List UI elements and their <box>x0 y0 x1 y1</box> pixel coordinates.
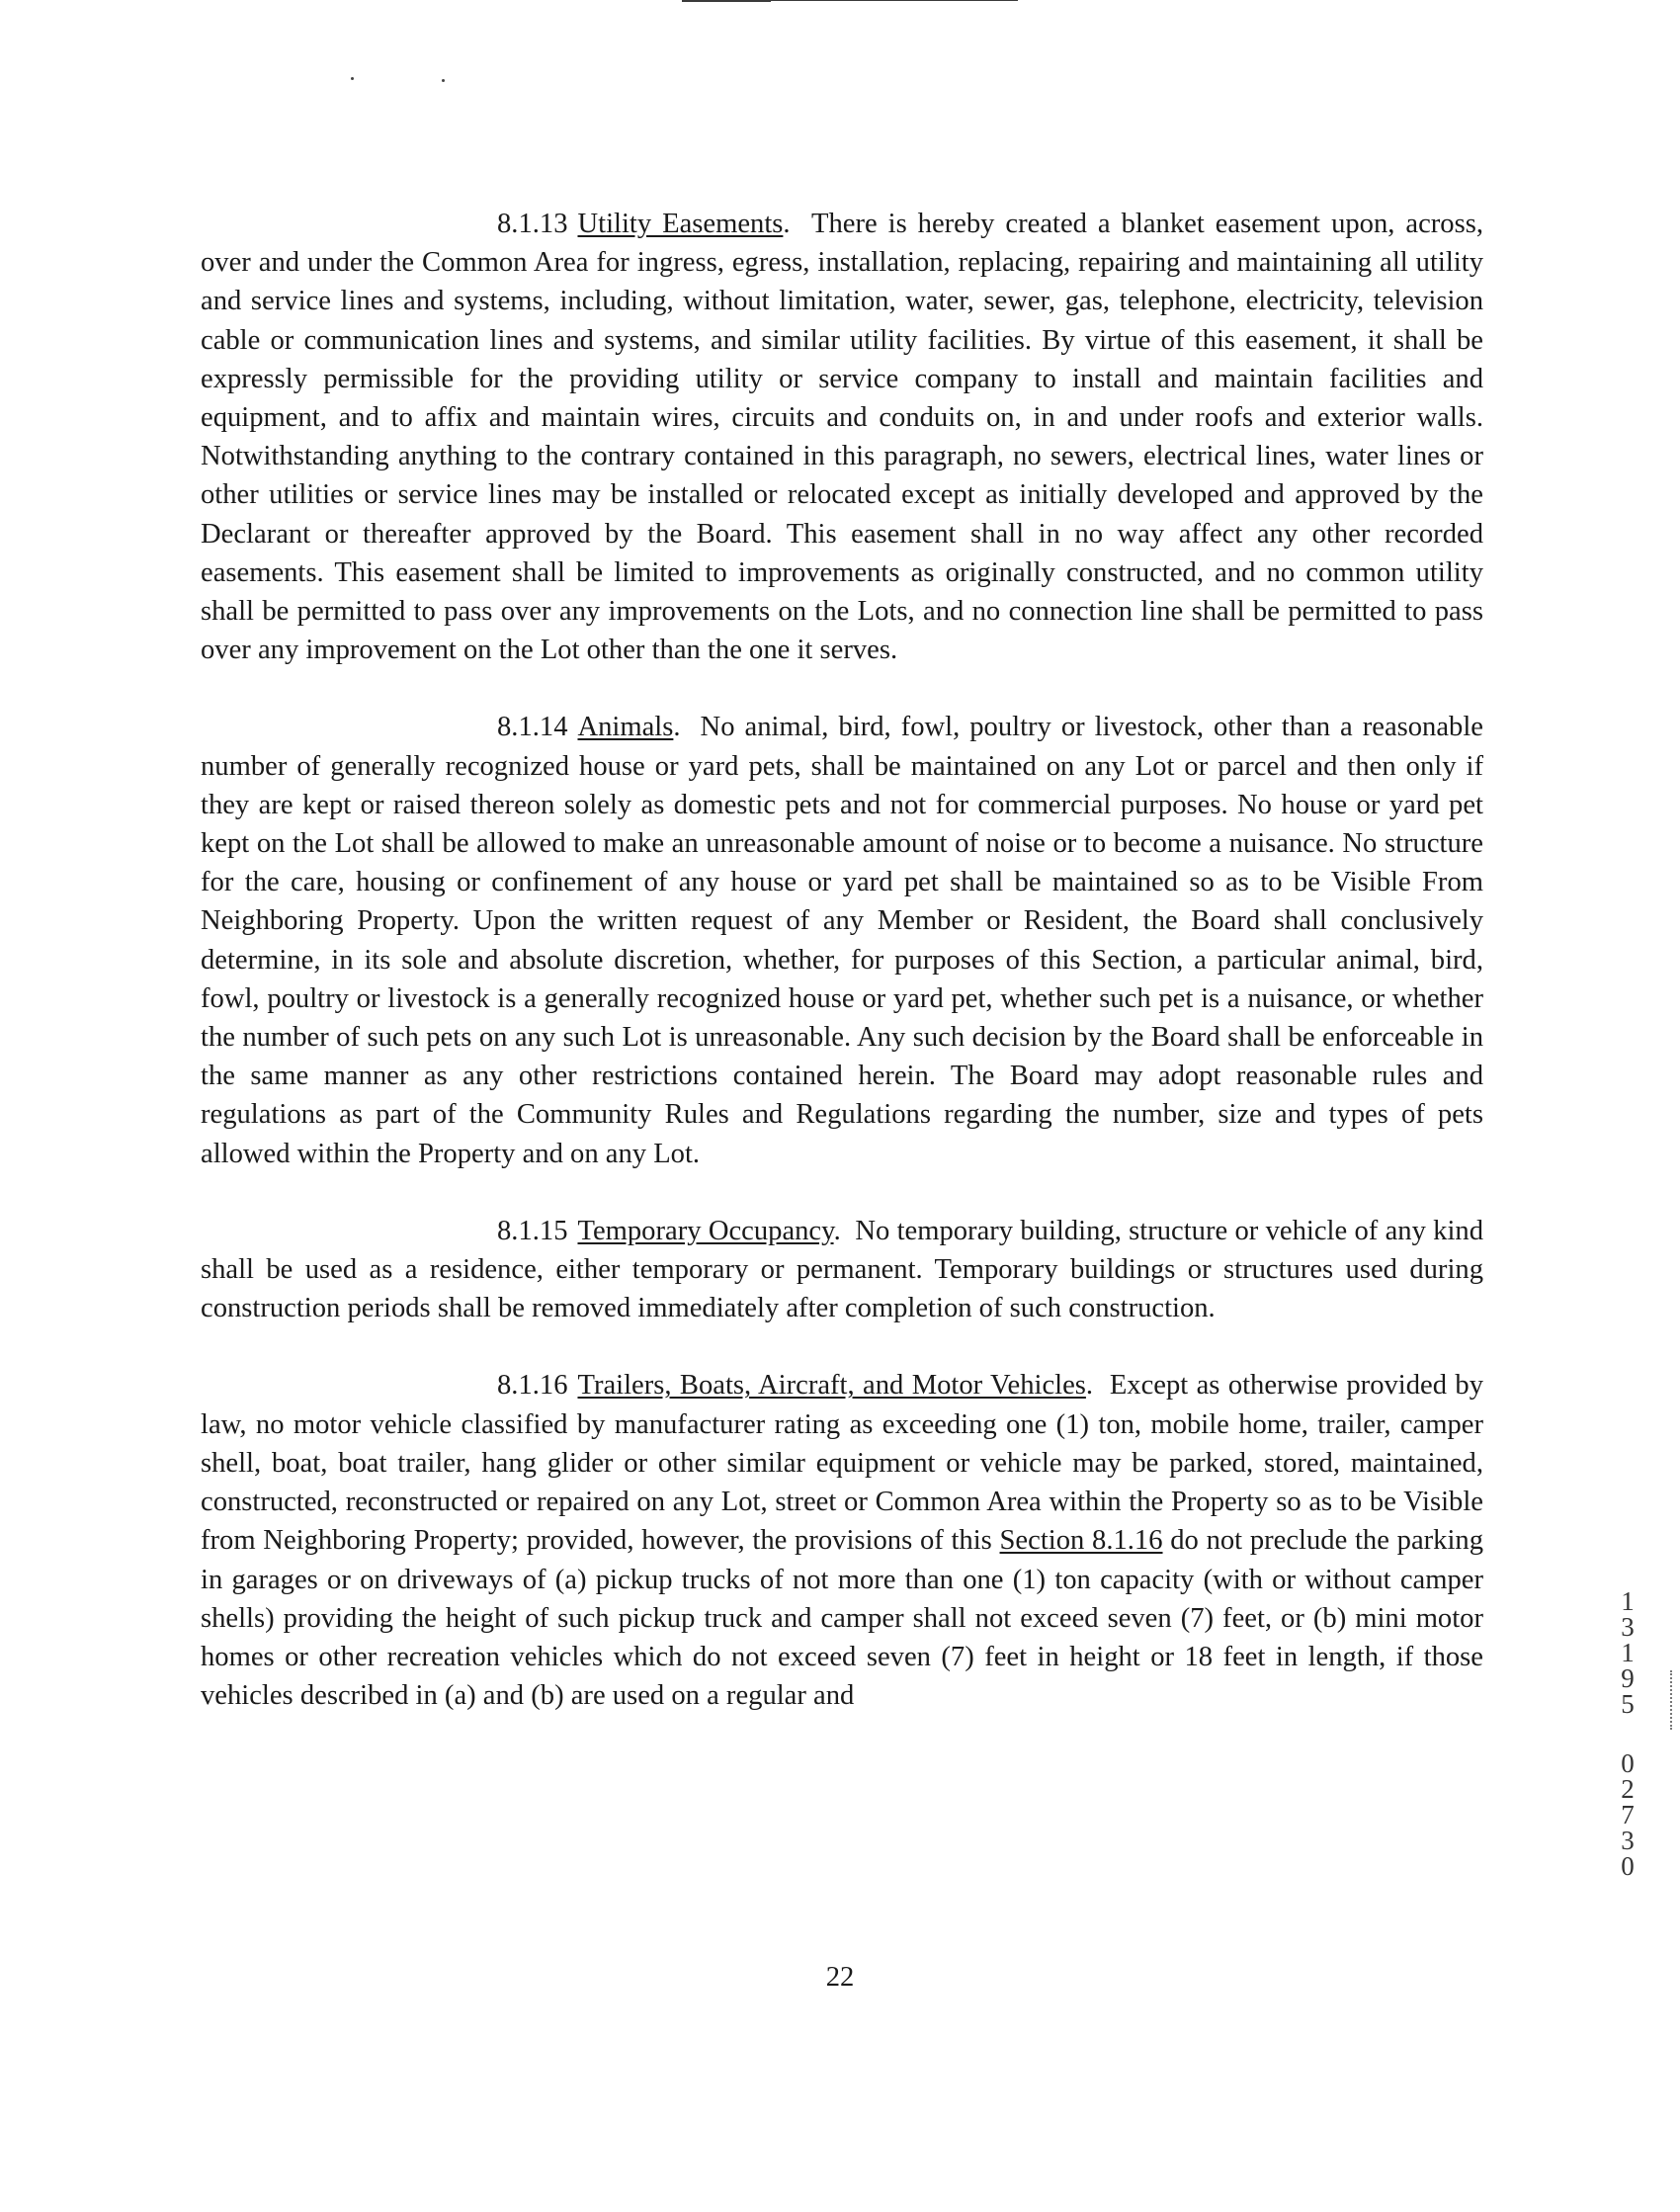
recording-digit: 0 <box>1621 1851 1635 1881</box>
recording-number-first <box>1613 1588 1642 1717</box>
section-8-1-15: 8.1.15 Temporary Occupancy. No temporary building, structure or vehicle of any kind shall be used as a residence, either temporary or permanent. Temporary buildings or structures used during construction periods shall be removed immediately after completion of such construction. <box>201 1212 1483 1328</box>
scan-speck <box>442 79 445 82</box>
recording-digit: 9 <box>1621 1663 1635 1693</box>
recording-digit: 2 <box>1621 1774 1635 1804</box>
section-8-1-16: 8.1.16 Trailers, Boats, Aircraft, and Motor Vehicles. Except as otherwise provided by law, no motor vehicle classified by manufacturer rating as exceeding one (1) ton, mobile home, trailer, camper shell, boat, boat trailer, hang glider or other similar equipment or vehicle may be parked, stored, maintained, constructed, reconstructed or repaired on any Lot, street or Common Area within the Property so as to be Visible from Neighboring Property; provided, however, the provisions of this Section 8.1.16 do not preclude the parking in garages or on driveways of (a) pickup trucks of not more than one (1) ton capacity (with or without camper shells) providing the height of such pickup truck and camper shall not exceed seven (7) feet, or (b) mini motor homes or other recreation vehicles which do not exceed seven (7) feet in height or 18 feet in length, if those vehicles described in (a) and (b) are used on a regular and <box>201 1366 1483 1715</box>
section-8-1-13: 8.1.13 Utility Easements. There is hereby created a blanket easement upon, across, over and under the Common Area for ingress, egress, installation, replacing, repairing and maintaining all utility and service lines and systems, including, without limitation, water, sewer, gas, telephone, electricity, television cable or communication lines and systems, and similar utility facilities. By virtue of this easement, it shall be expressly permissible for the providing utility or service company to install and maintain facilities and equipment, and to affix and maintain wires, circuits and conduits on, in and under roofs and exterior walls. Notwithstanding anything to the contrary contained in this paragraph, no sewers, electrical lines, water lines or other utilities or service lines may be installed or relocated except as initially developed and approved by the Declarant or thereafter approved by the Board. This easement shall in no way affect any other recorded easements. This easement shall be limited to improvements as originally constructed, and no common utility shall be permitted to pass over any improvements on the Lots, and no connection line shall be permitted to pass over any improvement on the Lot other than the one it serves. <box>201 205 1483 669</box>
recording-digit: 5 <box>1621 1689 1635 1719</box>
scan-edge-line <box>682 0 771 2</box>
section-number: 8.1.16 <box>497 1370 568 1402</box>
document-body <box>201 205 1483 1753</box>
section-text: There is hereby created a blanket easement upon, across, over and under the Common Area for ingress, egress, installation, replacing, repairing and maintaining all utility and service lines and systems, including, without limitation, water, sewer, gas, telephone, electricity, television cable or communication lines and systems, and similar utility facilities. By virtue of this easement, it shall be expressly permissible for the providing utility or service company to install and maintain facilities and equipment, and to affix and maintain wires, circuits and conduits on, in and under roofs and exterior walls. Notwithstanding anything to the contrary contained in this paragraph, no sewers, electrical lines, water lines or other utilities or service lines may be installed or relocated except as initially developed and approved by the Declarant or thereafter approved by the Board. This easement shall in no way affect any other recorded easements. This easement shall be limited to improvements as originally constructed, and no common utility shall be permitted to pass over any improvements on the Lots, and no connection line shall be permitted to pass over any improvement on the Lot other than the one it serves. <box>201 209 1483 666</box>
section-text: Except as otherwise provided by law, no motor vehicle classified by manufacturer rating as exceeding one (1) ton, mobile home, trailer, camper shell, boat, boat trailer, hang glider or other similar equipment or vehicle may be parked, stored, maintained, constructed, reconstructed or repaired on any Lot, street or Common Area within the Property so as to be Visible from Neighboring Property; provided, however, the provisions of this <box>201 1370 1483 1557</box>
section-title: Temporary Occupancy <box>577 1215 834 1246</box>
section-cross-reference: Section 8.1.16 <box>999 1525 1163 1557</box>
recording-digit: 3 <box>1621 1612 1635 1642</box>
section-number: 8.1.15 <box>497 1215 568 1246</box>
recording-digit: 1 <box>1621 1586 1635 1616</box>
recording-digit: 7 <box>1621 1800 1635 1829</box>
scan-speck <box>351 77 354 80</box>
section-title: Animals <box>577 712 674 743</box>
recording-digit: 3 <box>1621 1826 1635 1855</box>
section-number: 8.1.13 <box>497 209 568 239</box>
section-8-1-14: 8.1.14 Animals. No animal, bird, fowl, poultry or livestock, other than a reasonable number of generally recognized house or yard pets, shall be maintained on any Lot or parcel and then only if they are kept or raised thereon solely as domestic pets and not for commercial purposes. No house or yard pet kept on the Lot shall be allowed to make an unreasonable amount of noise or to become a nuisance. No structure for the care, housing or confinement of any house or yard pet shall be maintained so as to be Visible From Neighboring Property. Upon the written request of any Member or Resident, the Board shall conclusively determine, in its sole and absolute discretion, whether, for purposes of this Section, a particular animal, bird, fowl, poultry or livestock is a generally recognized house or yard pet, whether such pet is a nuisance, or whether the number of such pets on any such Lot is unreasonable. Any such decision by the Board shall be enforceable in the same manner as any other restrictions contained herein. The Board may adopt reasonable rules and regulations as part of the Community Rules and Regulations regarding the number, size and types of pets allowed within the Property and on any Lot. <box>201 708 1483 1172</box>
section-text-continued: do not preclude the parking in garages or on driveways of (a) pickup trucks of not more than one (1) ton capacity (with or without camper shells) providing the height of such pickup truck and camper shall not exceed seven (7) feet, or (b) mini motor homes or other recreation vehicles which do not exceed seven (7) feet in height or 18 feet in length, if those vehicles described in (a) and (b) are used on a regular and <box>201 1525 1483 1712</box>
page-number: 22 <box>825 1962 855 1993</box>
recording-digit: 1 <box>1621 1638 1635 1667</box>
recording-number <box>1613 1588 1642 1879</box>
section-title: Utility Easements <box>577 209 784 239</box>
section-text: No animal, bird, fowl, poultry or livestock, other than a reasonable number of generally recognized house or yard pets, shall be maintained on any Lot or parcel and then only if they are kept or raised thereon solely as domestic pets and not for commercial purposes. No house or yard pet kept on the Lot shall be allowed to make an unreasonable amount of noise or to become a nuisance. No structure for the care, housing or confinement of any house or yard pet shall be maintained so as to be Visible From Neighboring Property. Upon the written request of any Member or Resident, the Board shall conclusively determine, in its sole and absolute discretion, whether, for purposes of this Section, a particular animal, bird, fowl, poultry or livestock is a generally recognized house or yard pet, whether such pet is a nuisance, or whether the number of such pets on any such Lot is unreasonable. Any such decision by the Board shall be enforceable in the same manner as any other restrictions contained herein. The Board may adopt reasonable rules and regulations as part of the Community Rules and Regulations regarding the number, size and types of pets allowed within the Property and on any Lot. <box>201 712 1483 1169</box>
recording-digit: 0 <box>1621 1748 1635 1778</box>
recording-number-second <box>1613 1750 1642 1879</box>
scan-edge-line <box>771 0 1018 1</box>
section-title: Trailers, Boats, Aircraft, and Motor Vehicles <box>577 1370 1086 1402</box>
section-text: No temporary building, structure or vehicle of any kind shall be used as a residence, either temporary or permanent. Temporary buildings or structures used during construction periods shall be removed immediately after completion of such construction. <box>201 1215 1484 1324</box>
section-number: 8.1.14 <box>497 712 568 743</box>
scan-edge-dots <box>1670 1670 1674 1730</box>
